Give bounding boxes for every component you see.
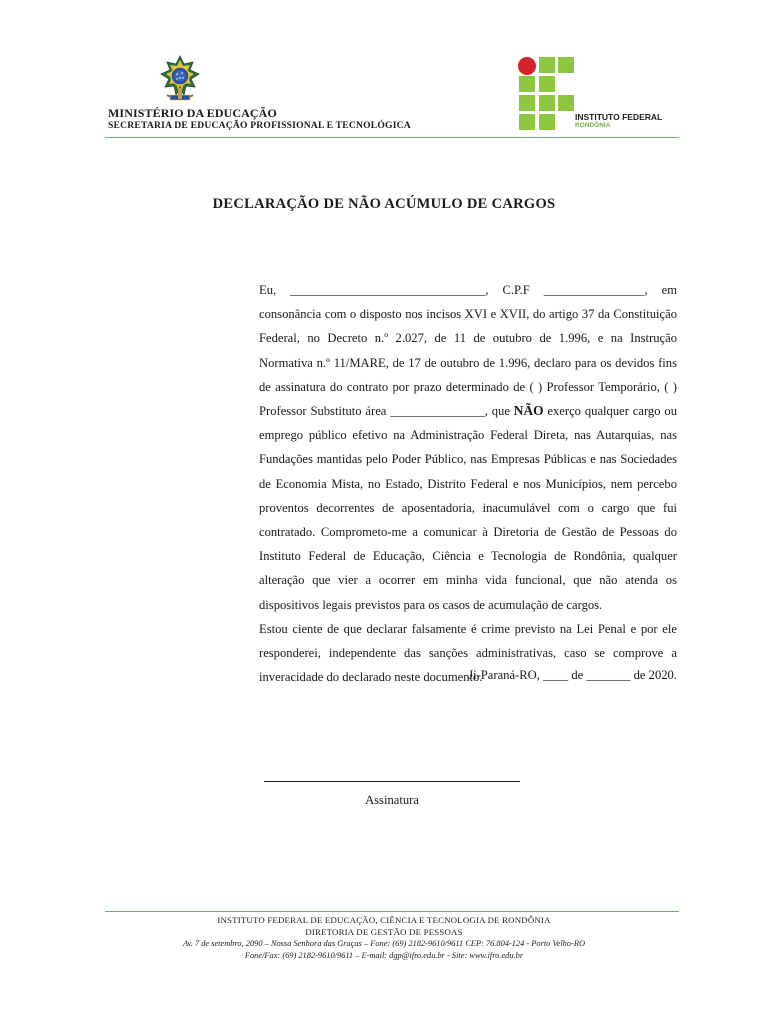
declaration-body xyxy=(108,278,677,689)
footer-address: Av. 7 de setembro, 2090 – Nossa Senhora das Graças – Fone: (69) 2182-9610/9611 CEP: 76.804-124 - Porto Velho-RO xyxy=(182,939,586,948)
signature-label: Assinatura xyxy=(365,793,419,807)
ministry-name: MINISTÉRIO DA EDUCAÇÃO xyxy=(108,106,277,120)
declaration-paragraph-1 xyxy=(108,278,677,617)
document-title: DECLARAÇÃO DE NÃO ACÚMULO DE CARGOS xyxy=(212,196,556,212)
brazil-coat-of-arms-icon xyxy=(157,55,203,105)
signature-line xyxy=(264,781,520,782)
footer-department: DIRETORIA DE GESTÃO DE PESSOAS xyxy=(305,926,463,937)
declaration-paragraph-2: Estou ciente de que declarar falsamente é crime previsto na Lei Penal e por ele responderei, independente das sanções administrativas, caso se comprove a inveracidade do declarado neste documento. xyxy=(259,621,677,685)
footer-divider xyxy=(105,911,679,912)
logo-institution-name: INSTITUTO FEDERAL xyxy=(575,112,663,122)
footer xyxy=(0,915,768,961)
header-divider xyxy=(105,137,679,138)
footer-contact: Fone/Fax: (69) 2182-9610/9611 – E-mail: dgp@ifro.edu.br - Site: www.ifro.edu.br xyxy=(244,950,524,960)
logo-text xyxy=(575,112,662,130)
instituto-federal-logo-icon xyxy=(516,56,578,132)
paragraph-1-start: Eu, _______________________________, C.P.F ________________, em consonância com o disposto nos incisos XVI e XVII, do artigo 37 da Constituição Federal, no Decreto n.º 2.027, de 11 de outubro de 1.996, e na Instrução Normativa n.º 11/MARE, de 17 de outubro de 1.996, declaro para os devidos fins de assinatura do contrato por prazo determinado de ( ) Professor Temporário, ( ) Professor Substituto área _______________, que xyxy=(259,283,677,419)
secretariat-name: SECRETARIA DE EDUCAÇÃO PROFISSIONAL E TECNOLÓGICA xyxy=(108,120,411,131)
logo-campus-name: RONDÔNIA xyxy=(575,122,611,129)
place-date-line: Ji-Paraná-RO, ____ de _______ de 2020. xyxy=(468,668,677,682)
emphasis-nao: NÃO xyxy=(513,403,544,419)
footer-institution: INSTITUTO FEDERAL DE EDUCAÇÃO, CIÊNCIA E TECNOLOGIA DE RONDÔNIA xyxy=(217,915,551,925)
paragraph-1-end: exerço qualquer cargo ou emprego público efetivo na Administração Federal Direta, nas Autarquias, nas Fundações mantidas pelo Poder Público, nas Empresas Públicas e nas Sociedades de Economia Mista, no Estado, Distrito Federal e nos Municípios, nem percebo proventos decorrentes de aposentadoria, inacumulável com o cargo que fui contratado. Comprometo-me a comunicar à Diretoria de Gestão de Pessoas do Instituto Federal de Educação, Ciência e Tecnologia de Rondônia, qualquer alteração que vier a ocorrer em minha vida funcional, que não atenda os dispositivos legais previstos para os casos de acumulação de cargos. xyxy=(259,404,677,612)
